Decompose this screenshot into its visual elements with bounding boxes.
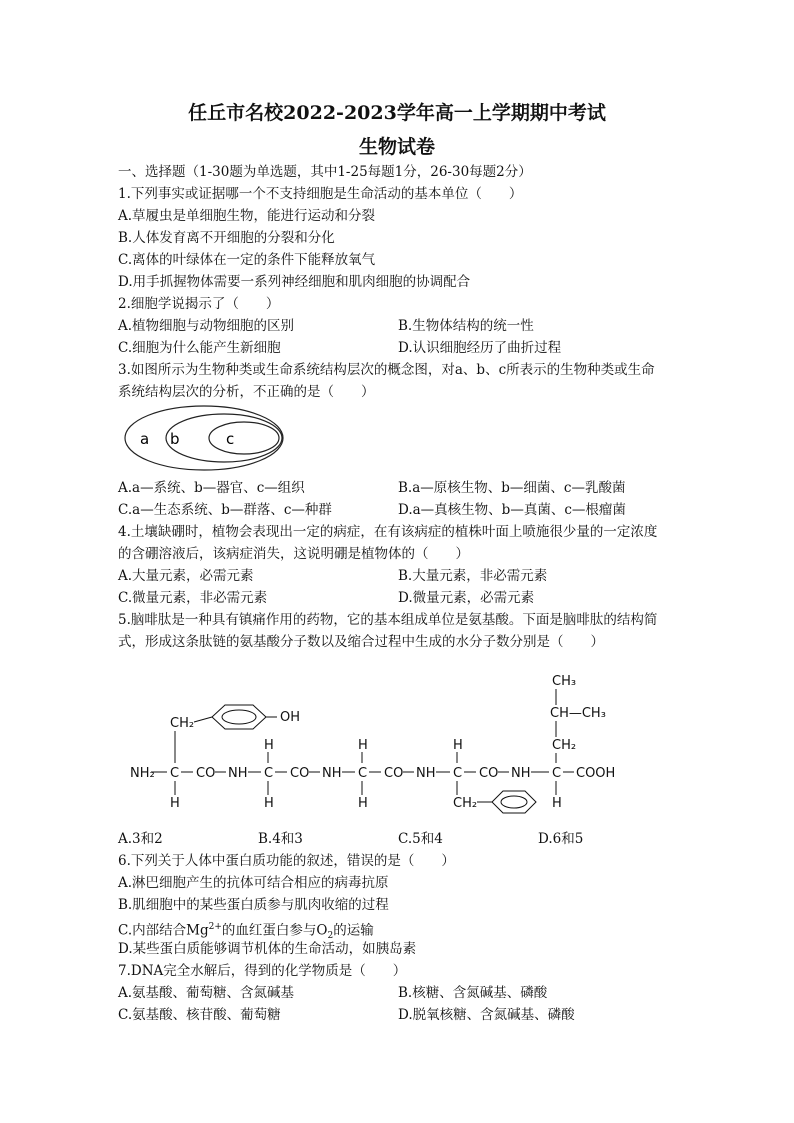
q5-stem-line2: 式，形成这条肽链的氨基酸分子数以及缩合过程中生成的水分子数分别是（ ）: [118, 634, 604, 650]
q6-option-a: A.淋巴细胞产生的抗体可结合相应的病毒抗原: [118, 875, 389, 891]
q4-stem-line2: 的含硼溶液后，该病症消失，这说明硼是植物体的（ ）: [118, 546, 469, 562]
q4-option-b: B.大量元素，非必需元素: [398, 568, 548, 584]
q1-option-a: A.草履虫是单细胞生物，能进行运动和分裂: [118, 208, 376, 224]
f-oh: OH: [280, 710, 301, 725]
q6-stem: 6.下列关于人体中蛋白质功能的叙述，错误的是（ ）: [118, 853, 455, 869]
q1-stem: 1.下列事实或证据哪一个不支持细胞是生命活动的基本单位（ ）: [118, 186, 523, 202]
enkephalin-structure-formula: [120, 655, 630, 825]
q6-c-sub: 2: [327, 931, 334, 942]
q7-option-a: A.氨基酸、葡萄糖、含氮碱基: [118, 985, 295, 1001]
q7-option-c: C.氨基酸、核苷酸、葡萄糖: [118, 1007, 281, 1023]
f-nh4: NH: [511, 766, 531, 781]
phenol-ring: [212, 705, 266, 729]
f-h-bot-2: H: [264, 796, 274, 811]
f-co4: CO: [479, 766, 499, 781]
q3-stem-line1: 3.如图所示为生物种类或生命系统结构层次的概念图，对a、b、c所表示的生物种类或生命: [118, 362, 655, 378]
exam-title: 任丘市名校2022-2023学年高一上学期期中考试: [188, 102, 606, 124]
f-ch3-top: CH₃: [552, 674, 577, 689]
q4-option-a: A.大量元素，必需元素: [118, 568, 254, 584]
f-nh1: NH: [228, 766, 248, 781]
f-h-bot-3: H: [358, 796, 368, 811]
q1-option-b: B.人体发育离不开细胞的分裂和分化: [118, 230, 335, 246]
q3-option-c: C.a—生态系统、b—群落、c—种群: [118, 502, 332, 518]
q5-option-b: B.4和3: [258, 831, 303, 847]
f-nh2: NH₂: [130, 766, 155, 781]
f-co3: CO: [384, 766, 404, 781]
q6-c-text-1: C.内部结合Mg: [118, 922, 209, 939]
q7-option-b: B.核糖、含氮碱基、磷酸: [398, 985, 548, 1001]
q6-option-d: D.某些蛋白质能够调节机体的生命活动，如胰岛素: [118, 941, 417, 957]
f-c2: C: [264, 766, 274, 781]
f-c4: C: [453, 766, 463, 781]
q6-c-text-2: 的血红蛋白参与O: [221, 922, 328, 939]
f-c1: C: [170, 766, 180, 781]
f-h-bot-1: H: [170, 796, 180, 811]
q7-option-d: D.脱氧核糖、含氮碱基、磷酸: [398, 1007, 575, 1023]
q1-option-c: C.离体的叶绿体在一定的条件下能释放氧气: [118, 252, 376, 268]
section-header: 一、选择题（1-30题为单选题，其中1-25每题1分，26-30每题2分）: [118, 164, 532, 180]
f-h-top-3: H: [358, 738, 368, 753]
q6-c-sup: 2+: [208, 922, 222, 932]
label-b: b: [170, 430, 180, 448]
q6-option-b: B.肌细胞中的某些蛋白质参与肌肉收缩的过程: [118, 897, 389, 913]
q2-option-b: B.生物体结构的统一性: [398, 318, 534, 334]
q3-option-d: D.a—真核生物、b—真菌、c—根瘤菌: [398, 502, 626, 518]
q5-option-d: D.6和5: [538, 831, 584, 847]
q1-option-d: D.用手抓握物体需要一系列神经细胞和肌肉细胞的协调配合: [118, 274, 471, 290]
f-h-top-4: H: [453, 738, 463, 753]
label-a: a: [140, 430, 150, 448]
f-c5: C: [552, 766, 562, 781]
concept-nesting-diagram: [120, 404, 300, 476]
f-h-bot-5: H: [552, 796, 562, 811]
q2-option-a: A.植物细胞与动物细胞的区别: [118, 318, 295, 334]
q4-stem-line1: 4.土壤缺硼时，植物会表现出一定的病症，在有该病症的植株叶面上喷施很少量的一定浓度: [118, 524, 658, 540]
f-ch2-right: CH₂: [552, 738, 577, 753]
exam-subtitle: 生物试卷: [358, 136, 435, 158]
q7-stem: 7.DNA完全水解后，得到的化学物质是（ ）: [118, 963, 407, 979]
q2-option-d: D.认识细胞经历了曲折过程: [398, 340, 562, 356]
f-cooh: COOH: [576, 766, 616, 781]
benzene-ring: [492, 791, 536, 813]
q2-option-c: C.细胞为什么能产生新细胞: [118, 340, 281, 356]
q6-c-text-3: 的运输: [333, 922, 374, 939]
f-co1: CO: [196, 766, 216, 781]
f-c3: C: [358, 766, 368, 781]
q3-option-a: A.a—系统、b—器官、c—组织: [118, 480, 305, 496]
q4-option-d: D.微量元素，必需元素: [398, 590, 535, 606]
ellipse-c: [209, 422, 279, 454]
q2-stem: 2.细胞学说揭示了（ ）: [118, 296, 280, 312]
q4-option-c: C.微量元素，非必需元素: [118, 590, 268, 606]
q3-stem-line2: 系统结构层次的分析，不正确的是（ ）: [118, 384, 375, 400]
q5-option-c: C.5和4: [398, 831, 443, 847]
f-ch2-left: CH₂: [170, 716, 195, 731]
f-nh3: NH: [416, 766, 436, 781]
ellipse-b: [166, 414, 282, 462]
f-ch2-bot: CH₂: [453, 796, 478, 811]
f-ch-ch3: CH—CH₃: [550, 706, 606, 721]
f-h-top-2: H: [264, 738, 274, 753]
q3-option-b: B.a—原核生物、b—细菌、c—乳酸菌: [398, 480, 626, 496]
q5-stem-line1: 5.脑啡肽是一种具有镇痛作用的药物，它的基本组成单位是氨基酸。下面是脑啡肽的结构简: [118, 612, 658, 628]
f-nh2b: NH: [322, 766, 342, 781]
label-c: c: [226, 430, 235, 448]
f-co2: CO: [290, 766, 310, 781]
q5-option-a: A.3和2: [118, 831, 163, 847]
